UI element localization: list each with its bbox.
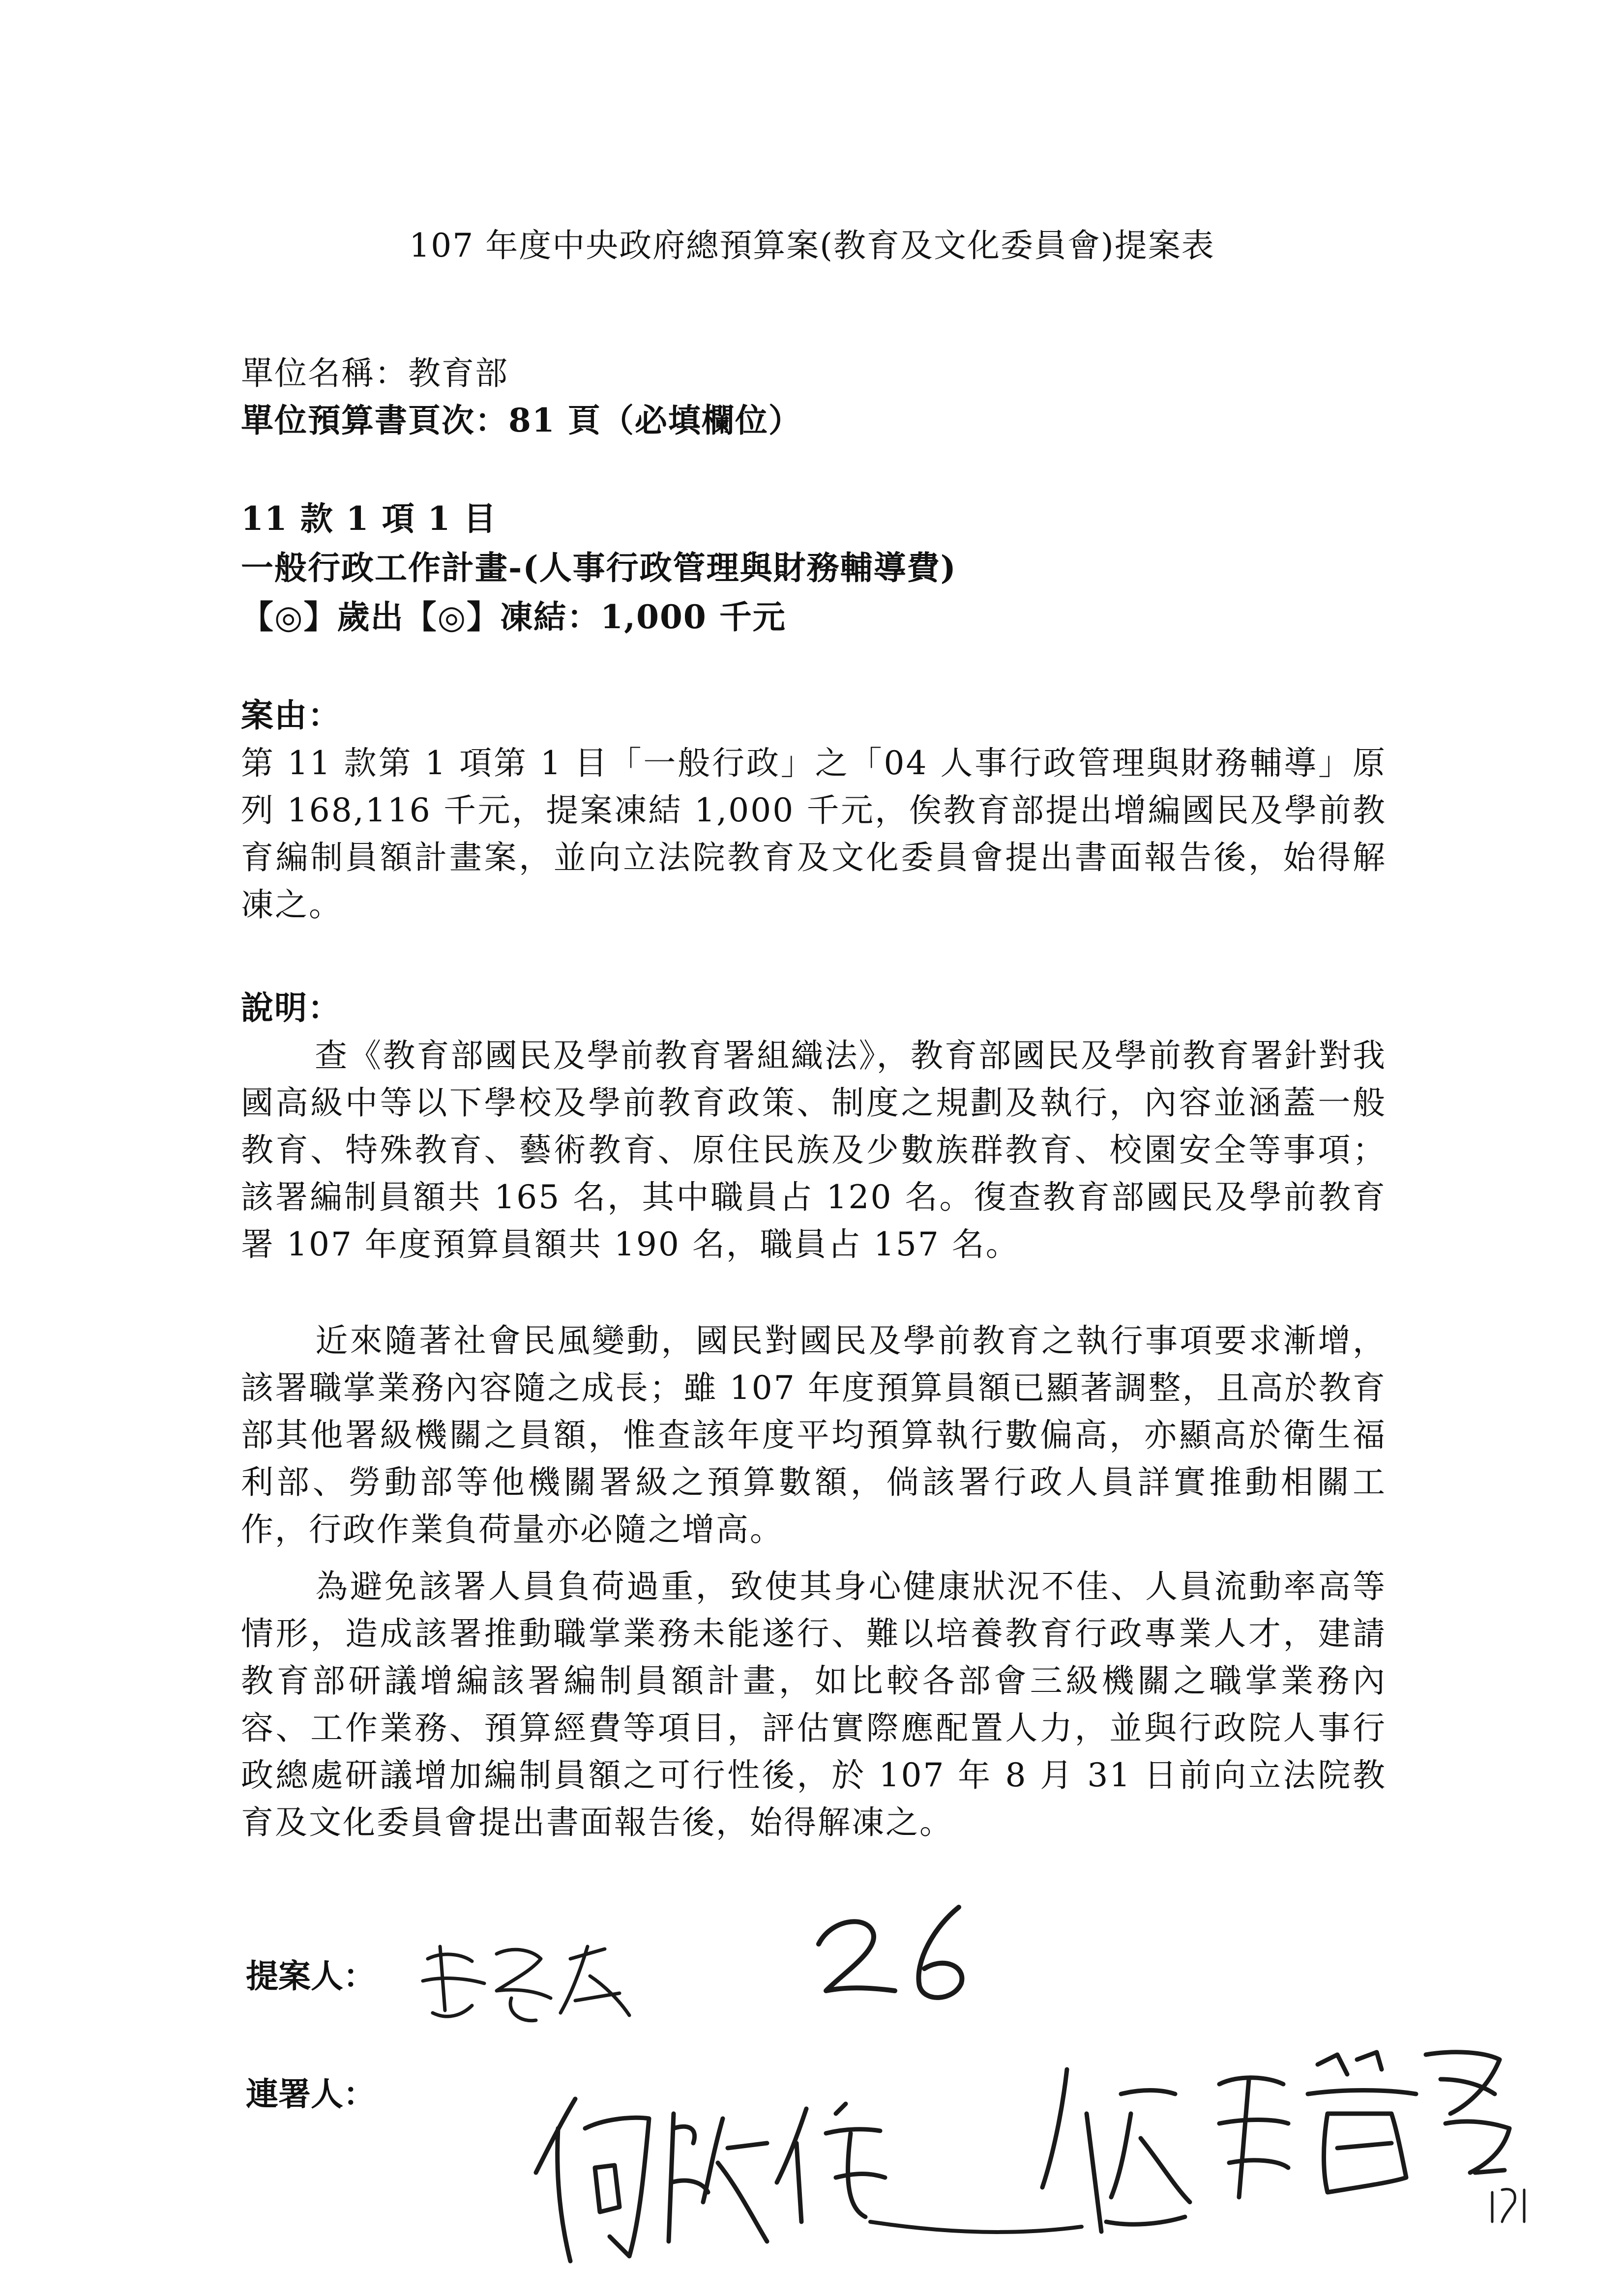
proposer-label: 提案人： [246, 1957, 376, 1995]
unit-name-line: 單位名稱：教育部 [241, 354, 508, 392]
plan-name: 一般行政工作計畫-(人事行政管理與財務輔導費) [241, 549, 957, 587]
document-title: 107 年度中央政府總預算案(教育及文化委員會)提案表 [409, 227, 1215, 264]
budget-page-line: 單位預算書頁次：81 頁（必填欄位） [241, 401, 802, 439]
explanation-heading: 說明： [241, 988, 341, 1027]
explanation-paragraph-3 [241, 1563, 1387, 1846]
explanation-paragraph-1 [241, 1032, 1387, 1268]
cosigner-signature-1 [536, 2099, 1082, 2261]
explanation-paragraph-2 [241, 1317, 1387, 1553]
item-code: 11 款 1 項 1 目 [241, 499, 497, 538]
action-line: 【◎】歲出【◎】凍結：1,000 千元 [241, 598, 786, 636]
handwritten-number [819, 1907, 962, 1998]
cosigner-label: 連署人： [246, 2075, 376, 2113]
reason-text: 第 11 款第 1 項第 1 目「一般行政」之「04 人事行政管理與財務輔導」原列 168,116 千元，提案凍結 1,000 千元，俟教育部提出增編國民及學前教育編制員額計畫案，並向立法院教育及文化委員會提出書面報告後，始得解凍之。 [241, 744, 1387, 924]
reason-heading: 案由： [241, 696, 341, 734]
proposer-signature [423, 1947, 629, 2021]
explanation-paragraph-2-text: 近來隨著社會民風變動，國民對國民及學前教育之執行事項要求漸增，該署職掌業務內容隨之成長；雖 107 年度預算員額已顯著調整，且高於教育部其他署級機關之員額，惟查該年度平均預算執行數偏高，亦顯高於衛生福利部、勞動部等他機關署級之預算數額，倘該署行政人員詳實推動相關工作，行政作業負荷量亦必隨之增高。 [241, 1322, 1387, 1548]
explanation-paragraph-3-text: 為避免該署人員負荷過重，致使其身心健康狀況不佳、人員流動率高等情形，造成該署推動職掌業務未能遂行、難以培養教育行政專業人才，建請教育部研議增編該署編制員額計畫，如比較各部會三級機關之職掌業務內容、工作業務、預算經費等項目，評估實際應配置人力，並與行政院人事行政總處研議增加編制員額之可行性後，於 107 年 8 月 31 日前向立法院教育及文化委員會提出書面報告後，始得解凍之。 [241, 1568, 1387, 1841]
cosigner-signature-2 [1042, 2052, 1509, 2232]
explanation-paragraph-1-text: 查《教育部國民及學前教育署組織法》，教育部國民及學前教育署針對我國高級中等以下學校及學前教育政策、制度之規劃及執行，內容並涵蓋一般教育、特殊教育、藝術教育、原住民族及少數族群教育、校園安全等事項；該署編制員額共 165 名，其中職員占 120 名。復查教育部國民及學前教育署 107 年度預算員額共 190 名，職員占 157 名。 [241, 1037, 1387, 1263]
page-mark [1492, 2189, 1524, 2222]
